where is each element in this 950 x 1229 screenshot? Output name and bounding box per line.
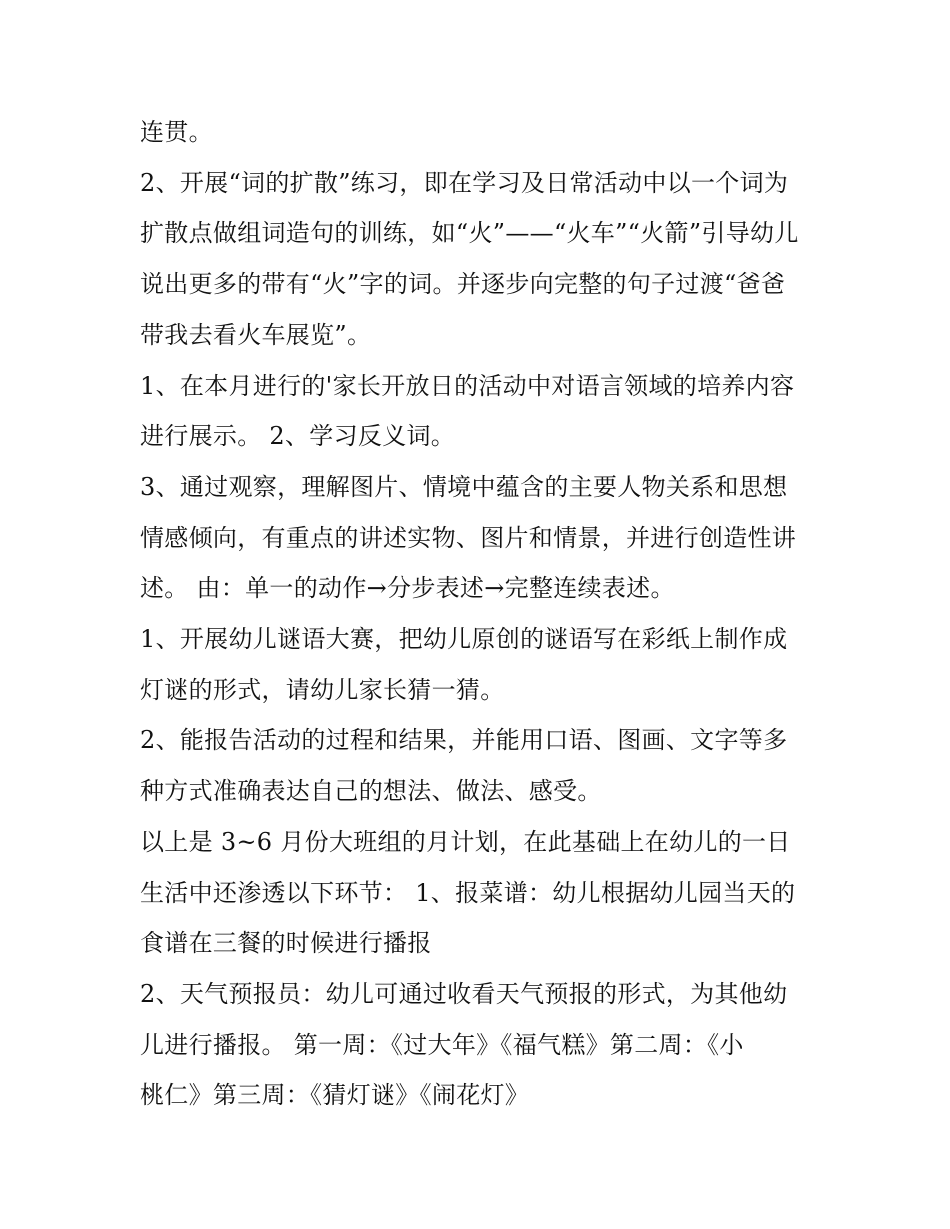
paragraph-continuation — [140, 107, 820, 158]
paragraph-observation — [140, 462, 820, 614]
text-line: 灯谜的形式，请幼儿家长猜一猜。 — [140, 675, 505, 704]
paragraph-open-day — [140, 361, 820, 462]
text-line: 以上是 3~6 月份大班组的月计划，在此基础上在幼儿的一日 — [140, 827, 791, 856]
document-body — [140, 107, 820, 1121]
text-line: 情感倾向，有重点的讲述实物、图片和情景，并进行创造性讲 — [140, 523, 797, 552]
paragraph-activity-report — [140, 715, 820, 816]
paragraph-word-expansion — [140, 158, 820, 361]
text-line: 3、通过观察，理解图片、情境中蕴含的主要人物关系和思想 — [140, 472, 788, 501]
paragraph-monthly-plan — [140, 817, 820, 969]
paragraph-weather-reporter — [140, 969, 820, 1121]
text-line: 桃仁》第三周：《猜灯谜》《闹花灯》 — [140, 1081, 530, 1110]
text-line: 食谱在三餐的时候进行播报 — [140, 929, 432, 958]
text-line: 扩散点做组词造句的训练，如“火”——“火车”“火箭”引导幼儿 — [140, 219, 799, 248]
text-line: 进行展示。 2、学习反义词。 — [140, 422, 456, 451]
text-line: 说出更多的带有“火”字的词。并逐步向完整的句子过渡“爸爸 — [140, 270, 786, 299]
text-line: 2、开展“词的扩散”练习，即在学习及日常活动中以一个词为 — [140, 168, 789, 197]
text-line: 连贯。 — [140, 118, 213, 146]
paragraph-riddle-contest — [140, 614, 820, 715]
text-line: 儿进行播报。 第一周：《过大年》《福气糕》第二周：《小 — [140, 1030, 744, 1059]
text-line: 生活中还渗透以下环节： 1、报菜谱：幼儿根据幼儿园当天的 — [140, 878, 796, 907]
text-line: 述。 由：单一的动作→分步表述→完整连续表述。 — [140, 574, 675, 603]
text-line: 1、开展幼儿谜语大赛，把幼儿原创的谜语写在彩纸上制作成 — [140, 625, 788, 654]
text-line: 带我去看火车展览”。 — [140, 320, 372, 349]
text-line: 1、在本月进行的'家长开放日的活动中对语言领域的培养内容 — [140, 371, 795, 400]
text-line: 2、天气预报员：幼儿可通过收看天气预报的形式，为其他幼 — [140, 979, 788, 1008]
text-line: 2、能报告活动的过程和结果，并能用口语、图画、文字等多 — [140, 726, 788, 755]
text-line: 种方式准确表达自己的想法、做法、感受。 — [140, 777, 602, 806]
